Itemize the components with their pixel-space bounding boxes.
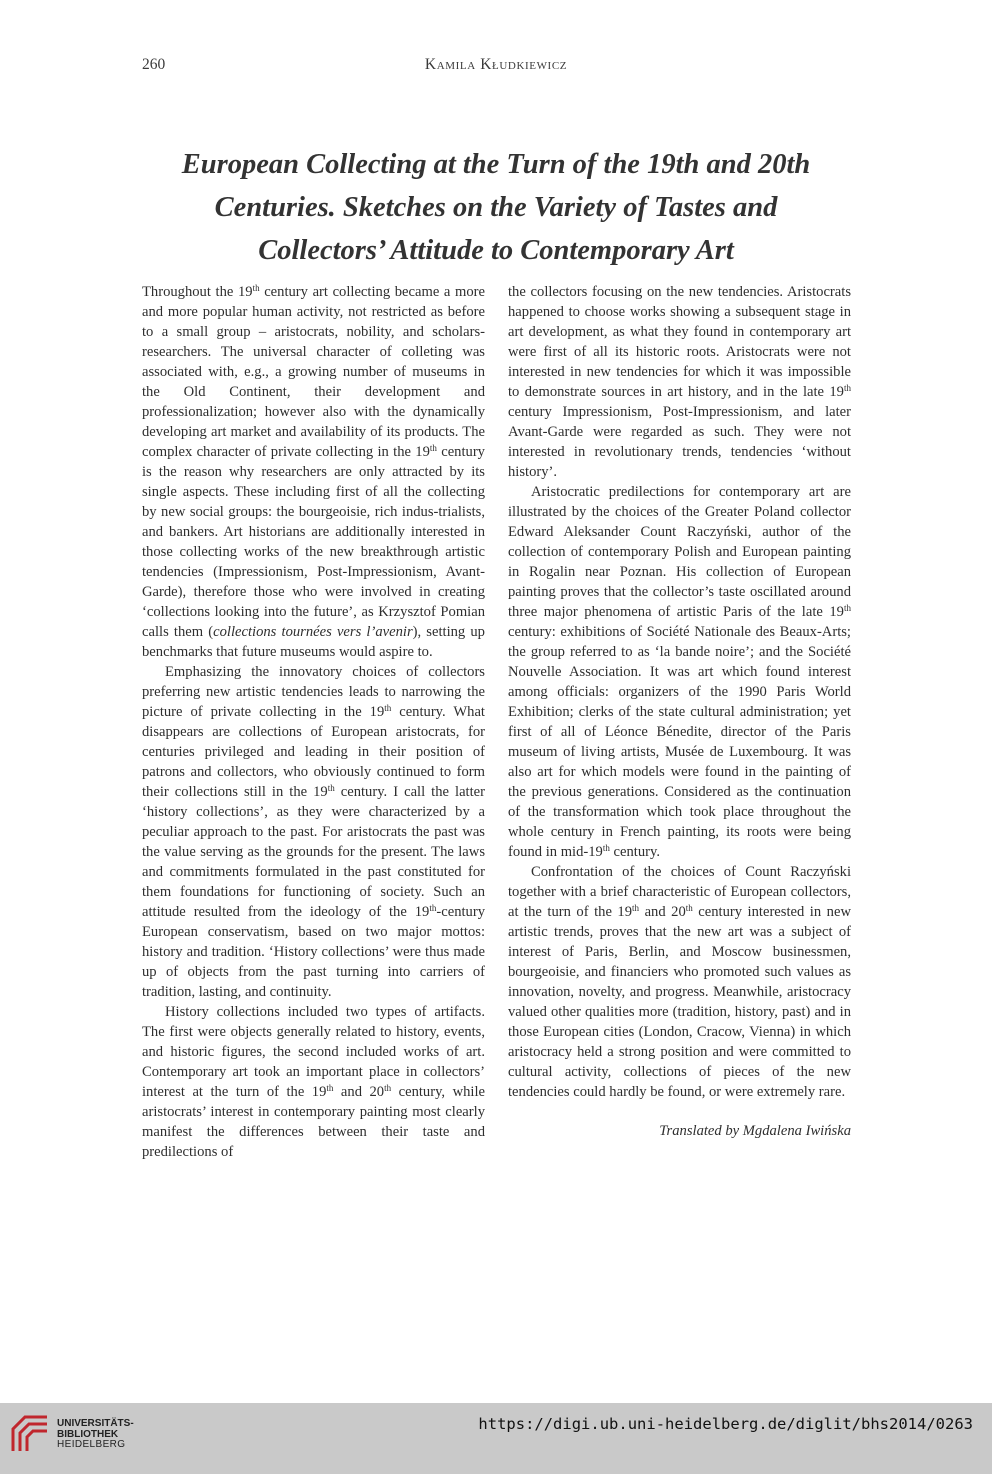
- title-line-3: Collectors’ Attitude to Contemporary Art: [258, 235, 734, 266]
- running-head: [142, 56, 850, 80]
- right-column: [508, 282, 851, 1141]
- library-name-line-2: BIBLIOTHEK: [57, 1428, 119, 1440]
- paragraph: History collections included two types of artifacts. The first were objects generally related to history, events, and historic figures, the second included works of art. Contemporary art took an important place in collectors’ interest at the turn of the 19th and 20th century, while aristocrats’ interest in contemporary painting most clearly manifest the differences between their taste and predilections of: [142, 1004, 485, 1160]
- page-number: 260: [142, 56, 166, 73]
- left-column: [142, 282, 485, 1162]
- paragraph: Throughout the 19th century art collecting became a more and more popular human activity, not restricted as before to a small group – aristocrats, nobility, and scholars-researchers. The universal character of colleting was associated with, e.g., a growing number of museums in the Old Continent, their development and professionalization; however also with the dynamically developing art market and availability of its products. The complex character of private collecting in the 19th century is the reason why researchers are only attracted by its single aspects. These including first of all the collecting by new social groups: the bourgeoisie, rich indus-trialists, and bankers. Art historians are additionally interested in those collecting works of the new breakthrough artistic tendencies (Impressionism, Post-Impressionism, Avant-Garde), therefore those who were involved in creating ‘collections looking into the future’, as Krzysztof Pomian calls them (collections tournées vers l’avenir), setting up benchmarks that future museums would aspire to.: [142, 283, 485, 660]
- paragraph: Emphasizing the innovatory choices of collectors preferring new artistic tendencies leads to narrowing the picture of private collecting in the 19th century. What disappears are collections of European aristocrats, for centuries privileged and leading in their position of patrons and collectors, who obviously continued to form their collections still in the 19th century. I call the latter ‘history collections’, as they were characterized by a peculiar approach to the past. For aristocrats the past was the value serving as the grounds for the present. The laws and commitments formulated in the past constituted for them foundations for functioning of society. Such an attitude resulted from the ideology of the 19th-century European conservatism, based on two major mottos: history and tradition. ‘History collections’ were thus made up of objects from the past turning into carriers of tradition, lasting, and continuity.: [142, 664, 485, 1000]
- logo-strokes: [13, 1417, 47, 1451]
- article-title: [110, 143, 882, 272]
- source-url-link[interactable]: https://digi.ub.uni-heidelberg.de/diglit/bhs2014/0263: [478, 1415, 973, 1433]
- library-name-line-1: UNIVERSITÄTS-: [57, 1418, 134, 1429]
- paragraph: Confrontation of the choices of Count Raczyński together with a brief characteristic of European collectors, at the turn of the 19th and 20th century interested in new artistic trends, proves that the new art was a subject of interest of Paris, Berlin, and Moscow businessmen, bourgeoisie, and financiers who promoted such values as innovation, novelty, and progress. Meanwhile, aristocracy valued other qualities more (tradition, history, past) and in those European cities (London, Cracow, Vienna) in which aristocracy held a strong position and were committed to cultural activity, collections of pieces of the new tendencies could hardly be found, or were extremely rare.: [508, 864, 851, 1100]
- paragraph: the collectors focusing on the new tendencies. Aristocrats happened to choose works showing a subsequent stage in art development, as what they found in contemporary art were first of all its historic roots. Aristocrats were not interested in new tendencies for which it was impossible to demonstrate sources in art history, and in the late 19th century Impressionism, Post-Impressionism, and later Avant-Garde were regarded as such. They were not interested in revolutionary trends, tendencies ‘without history’.: [508, 284, 851, 480]
- library-name-line-3: HEIDELBERG: [57, 1439, 126, 1450]
- paragraph: Aristocratic predilections for contemporary art are illustrated by the choices of the Greater Poland collector Edward Aleksander Count Raczyński, author of the collection of contemporary Polish and European painting in Rogalin near Poznan. His collection of European painting proves that the collector’s taste oscillated around three major phenomena of artistic Paris of the late 19th century: exhibitions of Société Nationale des Beaux-Arts; the group referred to as ‘la bande noire’; and the Société Nouvelle Association. It was art which found interest among officials: organizers of the 1990 Paris World Exhibition; clerks of the state cultural administration; yet first of all of Léonce Bénedite, director of the Paris museum of living artists, Musée de Luxembourg. It was also art for which models were found in the painting of the previous generations. Considered as the continuation of the transformation which took place throughout the whole century in French painting, its roots were being found in mid-19th century.: [508, 484, 851, 860]
- title-line-2: Centuries. Sketches on the Variety of Tastes and: [214, 192, 778, 223]
- title-line-1: European Collecting at the Turn of the 19th and 20th: [181, 149, 811, 180]
- translator-credit: Translated by Mgdalena Iwińska: [659, 1123, 851, 1139]
- library-logo-icon: [10, 1414, 50, 1454]
- running-author: Kamila Kłudkiewicz: [424, 56, 568, 73]
- footer-bar: [0, 1403, 992, 1474]
- library-name: [57, 1419, 134, 1451]
